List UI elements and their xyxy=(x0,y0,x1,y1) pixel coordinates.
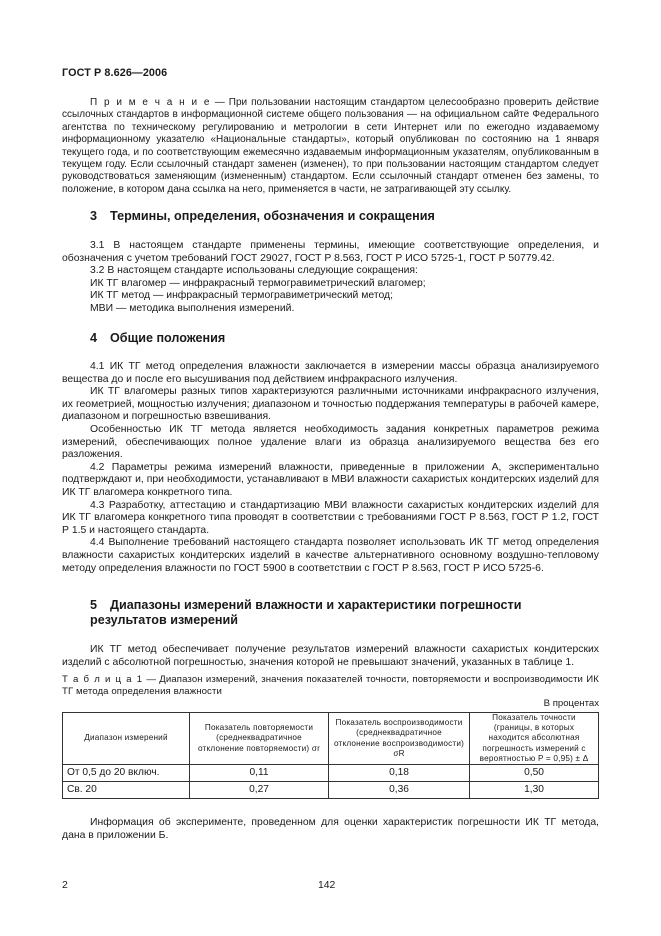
section-5-title: Диапазоны измерений влажности и характеристики погрешности результатов измерений xyxy=(90,598,522,627)
section-5-body xyxy=(62,644,599,669)
table-row xyxy=(63,782,599,799)
paragraph: ИК ТГ влагомеры разных типов характеризуются различными источниками инфракрасного излучения, их геометрией, мощностью излучения; диапазоном и точностью поддержания температуры в рабочей камере, диапазоном и погрешностью взвешивания. xyxy=(62,386,599,423)
note-label: П р и м е ч а н и е xyxy=(90,97,211,108)
paragraph: Особенностью ИК ТГ метода является необходимость задания конкретных параметров режима измерений, обеспечивающих полное удаление влаги из образца анализируемого вещества без его разложения. xyxy=(62,423,599,461)
document-header: ГОСТ Р 8.626—2006 xyxy=(62,67,168,79)
table-cell: 0,18 xyxy=(329,765,470,782)
note-text: — При пользовании настоящим стандартом целесообразно проверить действие ссылочных стандартов в информационной системе общего пользования — на официальном сайте Федерального агентства по техническому регулированию и метрологии в сети Интернет или по ежегодно издаваемому информационному указателю «Национальные стандарты», который опубликован по состоянию на 1 января текущего года, и по соответствующим ежемесячно издаваемым информационным указателям, опубликованным в текущем году. Если ссылочный стандарт заменен (изменен), то при пользовании настоящим стандартом следует руководствоваться заменяющим (измененным) стандартом. Если ссылочный стандарт отменен без замены, то положение, в котором дана ссылка на него, применяется в части, не затрагивающей эту ссылку. xyxy=(62,97,599,195)
table-cell: От 0,5 до 20 включ. xyxy=(63,765,190,782)
paragraph: 4.2 Параметры режима измерений влажности, приведенные в приложении А, экспериментально подтверждают и, при необходимости, устанавливают в МВИ влажности сахаристых кондитерских изделий для ИК ТГ влагомера конкретного типа. xyxy=(62,461,599,498)
table-cell: 0,36 xyxy=(329,782,470,799)
after-table-text xyxy=(62,817,599,842)
table-units: В процентах xyxy=(543,698,599,709)
section-4-heading xyxy=(90,331,225,346)
table-caption-label: Т а б л и ц а 1 xyxy=(62,674,144,685)
section-3-number: 3 xyxy=(90,209,98,223)
section-3-title: Термины, определения, обозначения и сокращения xyxy=(110,209,435,223)
table-cell: 0,11 xyxy=(190,765,329,782)
paragraph: ИК ТГ влагомер — инфракрасный термогравиметрический влагомер; xyxy=(90,277,426,289)
table-cell: Св. 20 xyxy=(63,782,190,799)
table-cell: 1,30 xyxy=(470,782,599,799)
paragraph: 4.3 Разработку, аттестацию и стандартизацию МВИ влажности сахаристых кондитерских изделий для ИК ТГ влагомера конкретного типа проводят в соответствии с требованиями ГОСТ Р 8.563, ГОСТ Р 1.2, ГОСТ Р 1.5 и настоящего стандарта. xyxy=(62,499,599,536)
section-4-number: 4 xyxy=(90,331,98,345)
table-cell: 0,50 xyxy=(470,765,599,782)
section-4-body xyxy=(62,361,599,575)
section-3-heading xyxy=(90,209,435,224)
table-header-cell: Показатель точности (границы, в которых находится абсолютная погрешность измерений с вероятностью P = 0,95) ± Δ xyxy=(470,713,599,765)
paragraph: ИК ТГ метод — инфракрасный термогравиметрический метод; xyxy=(90,290,393,302)
table-header-cell: Показатель воспроизводимости (среднеквадратичное отклонение воспроизводимости) σR xyxy=(329,713,470,765)
section-4-title: Общие положения xyxy=(110,331,226,345)
table-cell: 0,27 xyxy=(190,782,329,799)
table-row xyxy=(63,765,599,782)
section-3-body xyxy=(62,240,599,316)
section-5-heading xyxy=(90,598,595,628)
table-1 xyxy=(62,712,599,799)
table-caption xyxy=(62,674,599,698)
table-header-row xyxy=(63,713,599,765)
paragraph: 4.1 ИК ТГ метод определения влажности заключается в измерении массы образца анализируемого вещества до и после его высушивания под действием инфракрасного излучения. xyxy=(62,361,599,385)
paragraph: Информация об эксперименте, проведенном для оценки характеристик погрешности ИК ТГ метода, дана в приложении Б. xyxy=(62,817,599,841)
paragraph: 4.4 Выполнение требований настоящего стандарта позволяет использовать ИК ТГ метод определения влажности сахаристых кондитерских изделий в качестве альтернативного основному воздушно-тепловому методу определения влажности по ГОСТ 5900 в соответствии с ГОСТ Р 8.563, ГОСТ Р ИСО 5725-6. xyxy=(62,537,599,574)
table-caption-text: — Диапазон измерений, значения показателей точности, повторяемости и воспроизводимости ИК ТГ метода определения влажности xyxy=(62,674,599,697)
paragraph: 3.2 В настоящем стандарте использованы следующие сокращения: xyxy=(90,265,418,277)
table-header-cell: Показатель повторяемости (среднеквадратичное отклонение повторяемости) σr xyxy=(190,713,329,765)
section-5-number: 5 xyxy=(90,598,98,612)
note-block xyxy=(62,97,599,196)
paragraph: ИК ТГ метод обеспечивает получение результатов измерений влажности сахаристых кондитерских изделий с абсолютной погрешностью, значения которой не превышают значений, указанных в таблице 1. xyxy=(62,644,599,668)
paragraph: 3.1 В настоящем стандарте применены термины, имеющие соответствующие определения, и обозначения с учетом требований ГОСТ 29027, ГОСТ Р 8.563, ГОСТ Р ИСО 5725-1, ГОСТ Р 50779.42. xyxy=(62,240,599,264)
page-number-center: 142 xyxy=(318,880,336,891)
paragraph: МВИ — методика выполнения измерений. xyxy=(90,302,295,314)
table-header-cell: Диапазон измерений xyxy=(63,713,190,765)
page-number-left: 2 xyxy=(62,880,68,891)
